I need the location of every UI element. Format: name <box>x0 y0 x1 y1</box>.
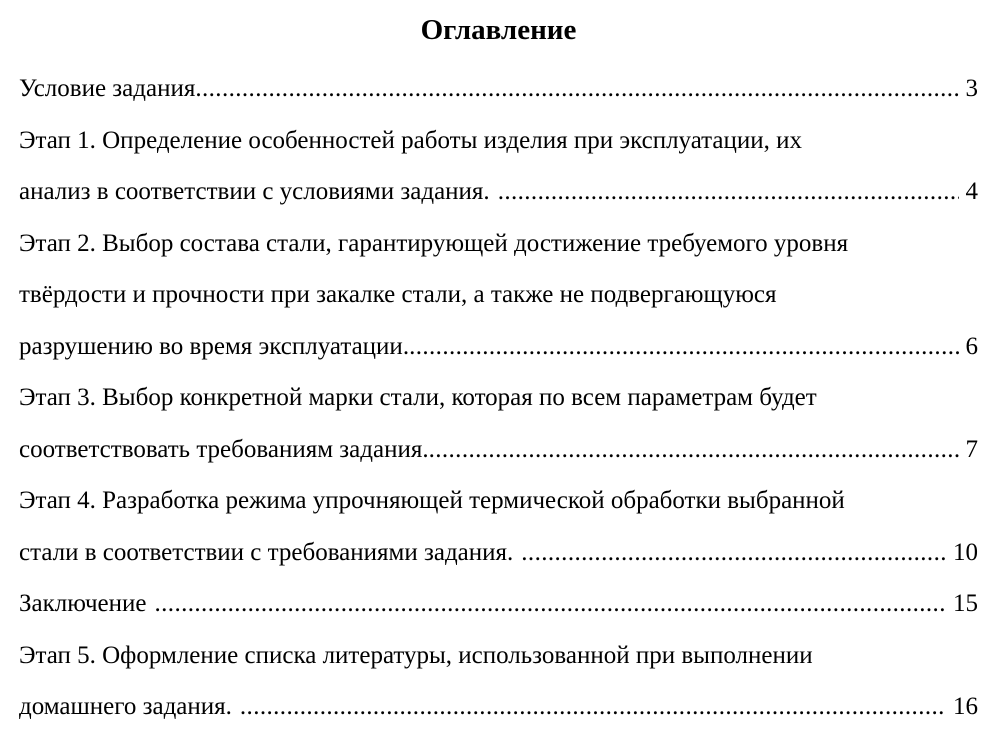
toc-entry-text[interactable]: домашнего задания. <box>19 693 232 720</box>
toc-entry-text[interactable]: Этап 5. Оформление списка литературы, использованной при выполнении <box>19 641 813 669</box>
toc-entry-line[interactable] <box>19 166 978 218</box>
toc-entry[interactable] <box>19 475 978 578</box>
toc-entry[interactable] <box>19 115 978 218</box>
toc-entry-line[interactable] <box>19 681 978 733</box>
dot-leader <box>147 578 947 630</box>
dot-leader <box>232 681 946 733</box>
toc-entry-line[interactable] <box>19 372 978 424</box>
toc-entry[interactable] <box>19 372 978 475</box>
dot-leader <box>409 321 958 373</box>
toc-entry-text[interactable]: Этап 2. Выбор состава стали, гарантирующей достижение требуемого уровня <box>19 229 849 257</box>
toc-title: Оглавление <box>420 14 577 46</box>
dot-leader <box>490 166 959 218</box>
toc-entry-text[interactable]: соответствовать требованиям задания. <box>19 435 429 463</box>
toc-entry[interactable] <box>19 578 978 630</box>
toc-entry[interactable] <box>19 218 978 373</box>
toc-page-number[interactable]: 4 <box>965 178 978 205</box>
toc-entry-line[interactable] <box>19 424 978 476</box>
toc-page-number[interactable]: 15 <box>953 590 978 617</box>
dot-leader <box>429 424 959 476</box>
toc-entry-line[interactable] <box>19 269 978 321</box>
toc-entry-text[interactable]: Этап 4. Разработка режима упрочняющей термической обработки выбранной <box>19 487 845 514</box>
toc-entry-text[interactable]: Условие задания <box>19 75 196 102</box>
toc-entry-line[interactable] <box>19 115 978 167</box>
toc-page-number[interactable]: 3 <box>965 75 978 102</box>
toc-entry-text[interactable]: анализ в соответствии с условиями задания. <box>19 178 490 205</box>
toc-entry-line[interactable] <box>19 578 978 630</box>
toc-entry-text[interactable]: разрушению во время эксплуатации. <box>19 332 410 360</box>
table-of-contents <box>19 63 978 733</box>
toc-entry-line[interactable] <box>19 63 978 115</box>
toc-entry-line[interactable] <box>19 630 978 682</box>
toc-entry-text[interactable]: Заключение <box>19 590 147 617</box>
toc-entry-line[interactable] <box>19 321 978 373</box>
dot-leader <box>195 63 958 115</box>
toc-entry-line[interactable] <box>19 475 978 527</box>
toc-entry-text[interactable]: Этап 3. Выбор конкретной марки стали, которая по всем параметрам будет <box>19 384 817 411</box>
dot-leader <box>513 527 946 579</box>
toc-page-number[interactable]: 6 <box>965 332 978 360</box>
toc-entry-text[interactable]: стали в соответствии с требованиями задания. <box>19 538 514 566</box>
toc-page-number[interactable]: 16 <box>953 693 978 720</box>
toc-entry-text[interactable]: Этап 1. Определение особенностей работы изделия при эксплуатации, их <box>19 126 803 154</box>
toc-page-number[interactable]: 7 <box>965 435 978 463</box>
toc-page-number[interactable]: 10 <box>953 538 978 566</box>
toc-entry-line[interactable] <box>19 527 978 579</box>
toc-entry-line[interactable] <box>19 218 978 270</box>
toc-entry-text[interactable]: твёрдости и прочности при закалке стали, а также не подвергающуюся <box>19 281 777 308</box>
toc-entry[interactable] <box>19 630 978 733</box>
toc-entry[interactable] <box>19 63 978 115</box>
